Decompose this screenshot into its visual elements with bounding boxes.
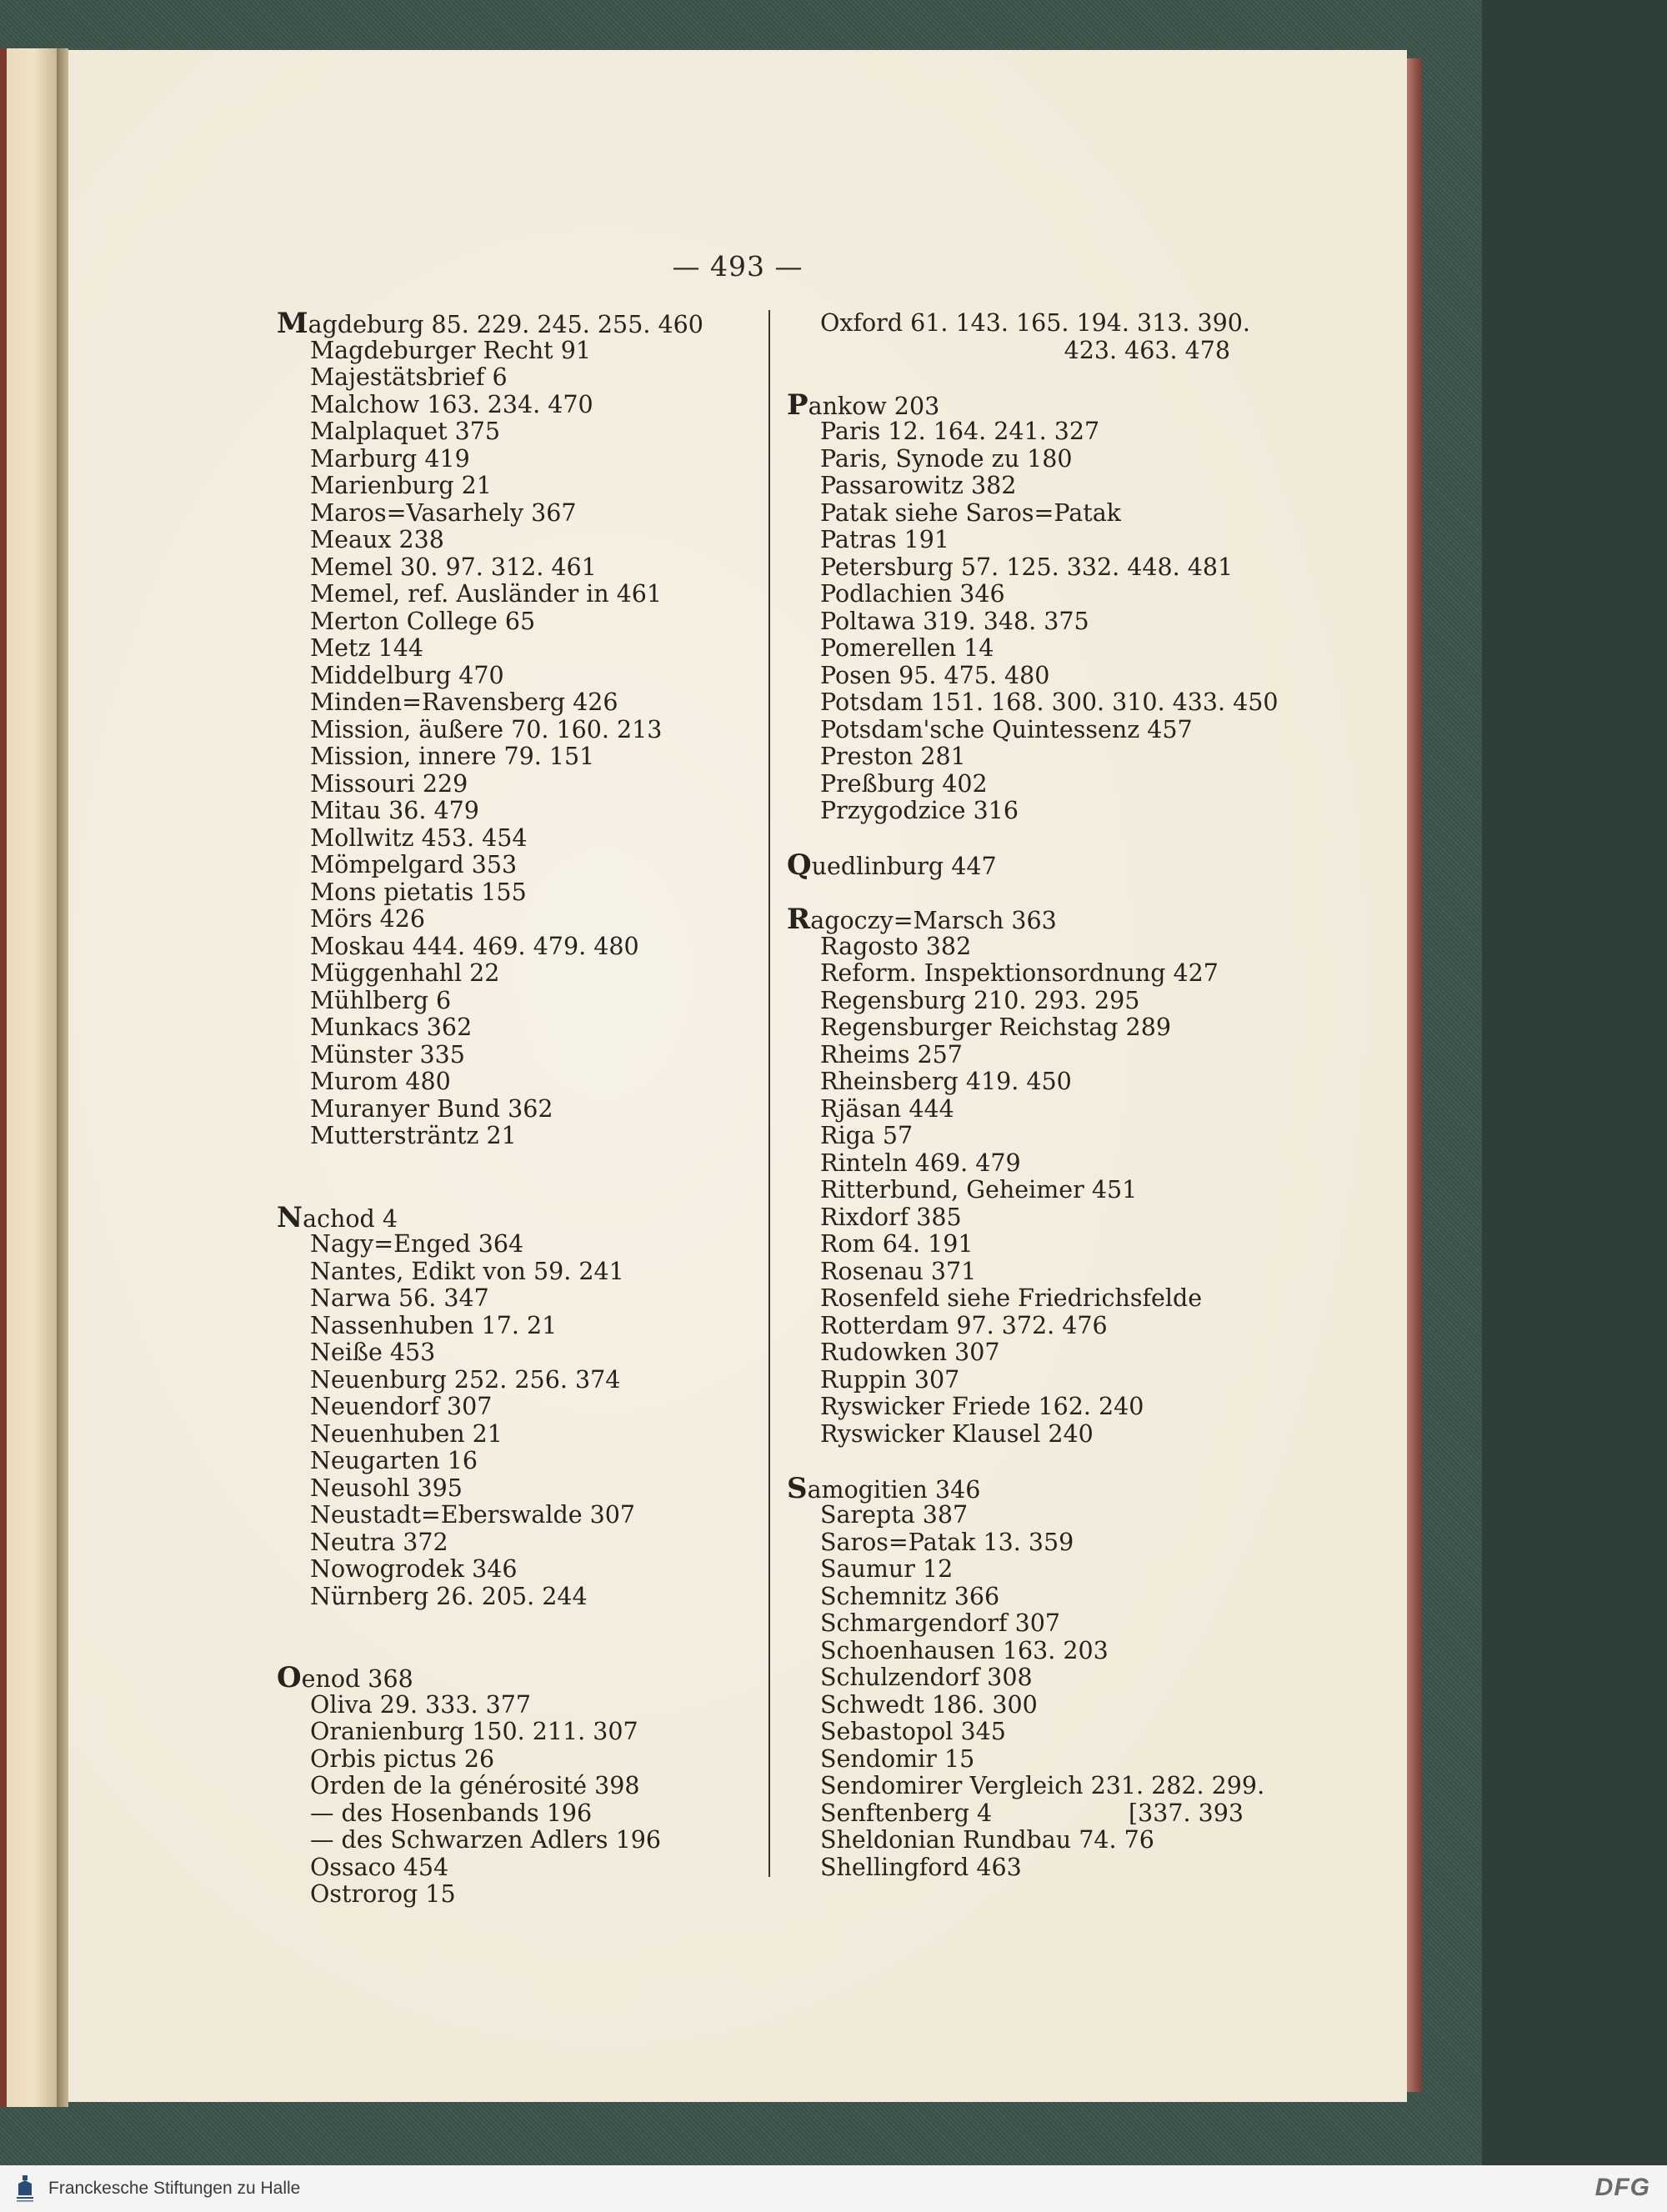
- index-entry-text: Narwa 56. 347: [310, 1284, 489, 1312]
- index-entry-text: Saros=Patak 13. 359: [820, 1528, 1074, 1556]
- index-entry: [277, 1285, 760, 1313]
- index-entry-text: Minden=Ravensberg 426: [310, 688, 618, 716]
- index-entry: [787, 1014, 1254, 1042]
- index-entry-text: Schemnitz 366: [820, 1582, 1000, 1610]
- index-entry-text: Neiße 453: [310, 1339, 436, 1366]
- index-entry-text: Nowogrodek 346: [310, 1555, 518, 1583]
- index-entry-text: Mons pietatis 155: [310, 878, 527, 906]
- index-entry: [277, 1827, 760, 1854]
- index-entry-text: Nassenhuben 17. 21: [310, 1311, 558, 1339]
- index-entry: [787, 1854, 1254, 1882]
- index-entry: [787, 1746, 1254, 1774]
- index-entry: [277, 1773, 760, 1800]
- index-entry-text: Munkacs 362: [310, 1013, 473, 1041]
- index-entry-text: Malchow 163. 234. 470: [310, 390, 593, 418]
- index-entry: [787, 1204, 1254, 1232]
- index-entry-text: Rheinsberg 419. 450: [820, 1068, 1072, 1095]
- index-entry-text: Marienburg 21: [310, 472, 492, 499]
- index-entry: [787, 1042, 1254, 1069]
- index-entry-text: Rosenfeld siehe Friedrichsfelde: [820, 1284, 1203, 1312]
- index-entry: [787, 798, 1254, 825]
- index-entry: [277, 1584, 760, 1611]
- index-entry: [787, 1394, 1254, 1421]
- section-initial-letter: M: [277, 307, 308, 340]
- index-entry-text: uedlinburg 447: [811, 853, 997, 880]
- index-entry: [277, 1259, 760, 1286]
- index-entry-text: Poltawa 319. 348. 375: [820, 607, 1089, 635]
- index-entry: [787, 1150, 1254, 1178]
- index-entry-text: Sebastopol 345: [820, 1718, 1006, 1745]
- left-page-red-edge: [0, 48, 7, 2107]
- index-entry-text: Podlachien 346: [820, 580, 1005, 608]
- index-entry-text: Sendomirer Vergleich 231. 282. 299.: [820, 1772, 1265, 1799]
- index-entry-text: Münster 335: [310, 1040, 465, 1068]
- index-entry: [277, 446, 760, 473]
- index-entry: [277, 1394, 760, 1421]
- index-entry: [787, 743, 1254, 771]
- index-entry-text: Sheldonian Rundbau 74. 76: [820, 1826, 1154, 1854]
- index-entry-text: Neugarten 16: [310, 1447, 478, 1474]
- index-entry: [787, 418, 1254, 446]
- left-page-edge: [0, 48, 57, 2107]
- index-entry: [787, 527, 1254, 554]
- index-entry: [277, 988, 760, 1015]
- index-entry-text: — des Schwarzen Adlers 196: [310, 1826, 662, 1854]
- index-entry-text: Rom 64. 191: [820, 1230, 974, 1258]
- index-entry: [277, 608, 760, 636]
- section-initial-letter: Q: [787, 848, 812, 882]
- index-entry-text: Mömpelgard 353: [310, 851, 518, 878]
- index-entry: [277, 960, 760, 988]
- index-entry-text: Rixdorf 385: [820, 1203, 962, 1231]
- index-entry: [277, 1068, 760, 1096]
- index-entry-text: Muttersträntz 21: [310, 1122, 517, 1149]
- index-entry-continuation: 423. 463. 478: [1064, 336, 1230, 364]
- index-entry-text: Regensburg 210. 293. 295: [820, 986, 1140, 1014]
- index-entry: [787, 960, 1254, 988]
- index-entry: [787, 1339, 1254, 1367]
- index-entry-text: agoczy=Marsch 363: [810, 907, 1057, 934]
- index-entry: [277, 663, 760, 690]
- index-entry: [277, 1475, 760, 1503]
- index-entry-text: Posen 95. 475. 480: [820, 661, 1050, 689]
- index-section-heading: [787, 848, 1254, 882]
- index-entry: [787, 1096, 1254, 1124]
- index-entry-text: Neuendorf 307: [310, 1393, 493, 1420]
- index-entry: [787, 988, 1254, 1015]
- index-entry-text: Ostrorog 15: [310, 1880, 456, 1908]
- index-entry-text: Reform. Inspektionsordnung 427: [820, 959, 1219, 987]
- index-entry-text: Ryswicker Friede 162. 240: [820, 1393, 1144, 1420]
- index-entry-text: Rheims 257: [820, 1040, 963, 1068]
- column-divider: [768, 310, 770, 1877]
- index-entry: [787, 1664, 1254, 1692]
- index-page: [68, 50, 1407, 2102]
- index-entry: [787, 581, 1254, 608]
- index-entry-text: Preßburg 402: [820, 769, 988, 798]
- institution-label: Franckesche Stiftungen zu Halle: [48, 2179, 301, 2198]
- index-entry: [787, 1692, 1254, 1719]
- index-entry-text: Mission, innere 79. 151: [310, 743, 595, 770]
- index-entry-text: — des Hosenbands 196: [310, 1799, 593, 1827]
- index-section-heading: [277, 307, 760, 340]
- index-entry-text: Orbis pictus 26: [310, 1744, 495, 1773]
- index-entry: [277, 392, 760, 419]
- index-entry-text: ankow 203: [808, 392, 940, 420]
- index-entry-text: Mühlberg 6: [310, 986, 452, 1014]
- index-column-left: [277, 307, 760, 1909]
- index-entry-carryover: [337. 393: [1128, 1799, 1244, 1827]
- index-entry-text: Neusohl 395: [310, 1474, 463, 1502]
- index-entry: [277, 1339, 760, 1367]
- index-entry: [787, 1772, 1265, 1800]
- index-entry-text: Moskau 444. 469. 479. 480: [310, 932, 639, 960]
- index-entry-text: Rjäsan 444: [820, 1094, 954, 1123]
- index-entry-text: Saumur 12: [820, 1555, 954, 1583]
- index-entry: [277, 1529, 760, 1557]
- index-entry-text: Ritterbund, Geheimer 451: [820, 1176, 1138, 1204]
- index-entry: [277, 771, 760, 798]
- index-entry: [787, 1502, 1254, 1529]
- index-entry: [277, 364, 760, 392]
- index-entry: [787, 473, 1254, 500]
- index-entry-text: Nagy=Enged 364: [310, 1230, 524, 1258]
- index-entry-text: Magdeburger Recht 91: [310, 336, 591, 364]
- index-entry: [787, 608, 1254, 636]
- index-entry: [787, 310, 1254, 338]
- index-entry: [277, 1881, 760, 1909]
- section-spacer: [787, 364, 1254, 392]
- index-entry-text: Mission, äußere 70. 160. 213: [310, 715, 663, 743]
- section-initial-letter: P: [787, 388, 808, 422]
- index-entry: [787, 1285, 1254, 1313]
- index-entry-text: Paris, Synode zu 180: [820, 444, 1073, 473]
- book-gutter: [57, 48, 68, 2107]
- index-entry: [277, 743, 760, 771]
- index-entry-text: Patras 191: [820, 526, 950, 553]
- index-entry: [277, 635, 760, 663]
- index-entry-text: Metz 144: [310, 634, 423, 662]
- index-entry: [787, 1638, 1254, 1665]
- index-entry: [277, 1313, 760, 1340]
- index-entry: [787, 1556, 1254, 1584]
- index-entry: [277, 1746, 760, 1774]
- index-entry-text: Przygodzice 316: [820, 797, 1019, 824]
- index-entry-text: Oliva 29. 333. 377: [310, 1690, 532, 1719]
- index-entry: [277, 1854, 760, 1882]
- index-entry-text: achod 4: [303, 1204, 398, 1233]
- index-entry: [277, 933, 760, 961]
- index-entry-text: Patak siehe Saros=Patak: [820, 498, 1121, 527]
- index-entry-text: Merton College 65: [310, 607, 536, 635]
- index-entry: [787, 717, 1254, 744]
- index-entry-text: Memel, ref. Ausländer in 461: [310, 580, 663, 608]
- index-entry-text: Mörs 426: [310, 905, 426, 933]
- index-entry: [787, 635, 1254, 663]
- index-entry-text: amogitien 346: [807, 1475, 981, 1504]
- section-spacer: [787, 879, 1254, 907]
- page-number: — 493 —: [672, 250, 803, 283]
- index-entry: [277, 338, 760, 365]
- index-entry: [277, 1421, 760, 1449]
- index-entry: [277, 1123, 760, 1150]
- index-section-heading: [277, 1661, 760, 1694]
- index-entry-text: Maros=Vasarhely 367: [310, 498, 577, 527]
- index-entry-text: Neuenhuben 21: [310, 1419, 503, 1448]
- index-section-heading: [787, 1471, 1254, 1505]
- section-initial-letter: O: [277, 1661, 302, 1694]
- index-entry: [277, 852, 760, 879]
- index-entry-text: Sendomir 15: [820, 1744, 975, 1773]
- index-entry-text: Ryswicker Klausel 240: [820, 1419, 1094, 1448]
- index-entry-text: Neutra 372: [310, 1528, 448, 1556]
- index-entry: [787, 1584, 1254, 1611]
- index-entry-text: agdeburg 85. 229. 245. 255. 460: [308, 311, 703, 338]
- index-entry: [787, 771, 1254, 798]
- index-entry-text: Ragosto 382: [820, 932, 972, 960]
- section-initial-letter: N: [277, 1200, 303, 1234]
- index-entry: [787, 1529, 1254, 1557]
- index-entry: [277, 825, 760, 853]
- institution-logo-icon: [15, 2174, 35, 2204]
- index-entry-text: Muranyer Bund 362: [310, 1094, 553, 1123]
- index-entry-text: Majestätsbrief 6: [310, 363, 508, 391]
- index-entry-text: Schoenhausen 163. 203: [820, 1636, 1109, 1664]
- section-spacer: [277, 1610, 760, 1664]
- index-entry: [787, 1421, 1254, 1449]
- index-entry-text: Meaux 238: [310, 526, 444, 553]
- index-entry: [277, 554, 760, 582]
- index-entry: [277, 1448, 760, 1475]
- index-entry: [787, 1719, 1254, 1746]
- index-entry: [277, 581, 760, 608]
- index-entry-text: Marburg 419: [310, 444, 470, 473]
- index-entry-text: Memel 30. 97. 312. 461: [310, 553, 597, 581]
- index-entry-text: Oxford 61. 143. 165. 194. 313. 390.: [820, 309, 1250, 337]
- index-entry-text: Paris 12. 164. 241. 327: [820, 418, 1100, 445]
- index-entry-text: Mollwitz 453. 454: [310, 823, 528, 852]
- index-entry: [787, 1259, 1254, 1286]
- index-entry: [277, 527, 760, 554]
- index-entry: [787, 500, 1254, 528]
- section-initial-letter: S: [787, 1471, 808, 1505]
- dfg-logo: DFG: [1594, 2174, 1650, 2201]
- index-entry-text: Rotterdam 97. 372. 476: [820, 1311, 1108, 1339]
- index-entry-text: Rudowken 307: [820, 1339, 1000, 1366]
- index-entry: [277, 1042, 760, 1069]
- index-entry: [277, 473, 760, 500]
- index-entry-text: Neustadt=Eberswalde 307: [310, 1501, 636, 1529]
- index-entry-text: Potsdam'sche Quintessenz 457: [820, 715, 1193, 743]
- section-spacer: [787, 1448, 1254, 1475]
- index-entry: [277, 1502, 760, 1529]
- index-entry: [277, 1692, 760, 1719]
- index-entry: [787, 1123, 1254, 1150]
- index-entry-text: Middelburg 470: [310, 661, 504, 689]
- index-entry-text: Regensburger Reichstag 289: [820, 1013, 1171, 1041]
- index-entry-text: Nürnberg 26. 205. 244: [310, 1582, 588, 1610]
- index-entry: [787, 1610, 1254, 1638]
- index-entry-text: Rinteln 469. 479: [820, 1149, 1021, 1177]
- index-entry: [787, 1068, 1254, 1096]
- index-entry: [277, 689, 760, 717]
- index-entry: [277, 798, 760, 825]
- index-entry-text: Mitau 36. 479: [310, 797, 479, 824]
- index-column-right: [787, 309, 1279, 1881]
- index-entry-text: enod 368: [301, 1665, 413, 1693]
- index-entry-text: Missouri 229: [310, 769, 468, 798]
- index-entry-text: Petersburg 57. 125. 332. 448. 481: [820, 553, 1234, 581]
- index-entry: [277, 879, 760, 907]
- index-entry-text: Müggenhahl 22: [310, 959, 500, 987]
- index-entry: [787, 554, 1254, 582]
- index-entry: [787, 1177, 1254, 1204]
- index-entry-text: Schwedt 186. 300: [820, 1690, 1038, 1719]
- index-entry-text: Shellingford 463: [820, 1853, 1022, 1881]
- index-entry: [787, 1313, 1254, 1340]
- index-entry-text: Murom 480: [310, 1068, 451, 1095]
- index-entry: [787, 933, 1254, 961]
- index-entry: [787, 1231, 1254, 1259]
- index-section-heading: [787, 903, 1254, 936]
- index-entry: [787, 1827, 1254, 1854]
- index-entry-text: Ossaco 454: [310, 1853, 449, 1881]
- index-entry: [277, 1096, 760, 1124]
- index-entry: [787, 663, 1254, 690]
- index-entry-text: Neuenburg 252. 256. 374: [310, 1365, 621, 1394]
- index-entry: [787, 1367, 1254, 1394]
- section-spacer: [787, 825, 1254, 853]
- index-entry: [787, 688, 1279, 717]
- index-section-heading: [277, 1200, 760, 1234]
- index-entry: [277, 1800, 760, 1828]
- index-entry-text: Ruppin 307: [820, 1365, 960, 1394]
- section-spacer: [277, 1150, 760, 1204]
- section-initial-letter: R: [787, 903, 811, 936]
- index-entry-text: Orden de la générosité 398: [310, 1772, 640, 1799]
- index-entry-text: Schulzendorf 308: [820, 1664, 1033, 1691]
- index-entry: [787, 1800, 1254, 1828]
- index-entry-text: Rosenau 371: [820, 1257, 977, 1285]
- index-entry: [277, 418, 760, 446]
- index-entry-text: Nantes, Edikt von 59. 241: [310, 1257, 624, 1285]
- index-section-heading: [787, 388, 1254, 422]
- index-entry: [277, 1014, 760, 1042]
- index-entry-text: Schmargendorf 307: [820, 1609, 1060, 1637]
- index-entry-text: Malplaquet 375: [310, 418, 501, 445]
- index-entry-text: Pomerellen 14: [820, 634, 994, 662]
- index-entry-text: Passarowitz 382: [820, 472, 1017, 499]
- index-entry-text: Senftenberg 4: [820, 1799, 993, 1827]
- index-entry: [277, 1367, 760, 1394]
- index-entry: [277, 1231, 760, 1259]
- index-entry: [277, 906, 760, 933]
- page-red-edge: [1407, 58, 1422, 2092]
- index-entry-text: Oranienburg 150. 211. 307: [310, 1718, 638, 1745]
- index-entry: [787, 446, 1254, 473]
- index-entry-text: Preston 281: [820, 743, 966, 770]
- index-entry: [277, 717, 760, 744]
- index-entry: [277, 500, 760, 528]
- index-entry: [277, 1556, 760, 1584]
- index-entry-text: Sarepta 387: [820, 1501, 969, 1529]
- index-entry-text: Riga 57: [820, 1122, 914, 1149]
- index-entry: [277, 1719, 760, 1746]
- index-entry-text: Potsdam 151. 168. 300. 310. 433. 450: [820, 688, 1279, 716]
